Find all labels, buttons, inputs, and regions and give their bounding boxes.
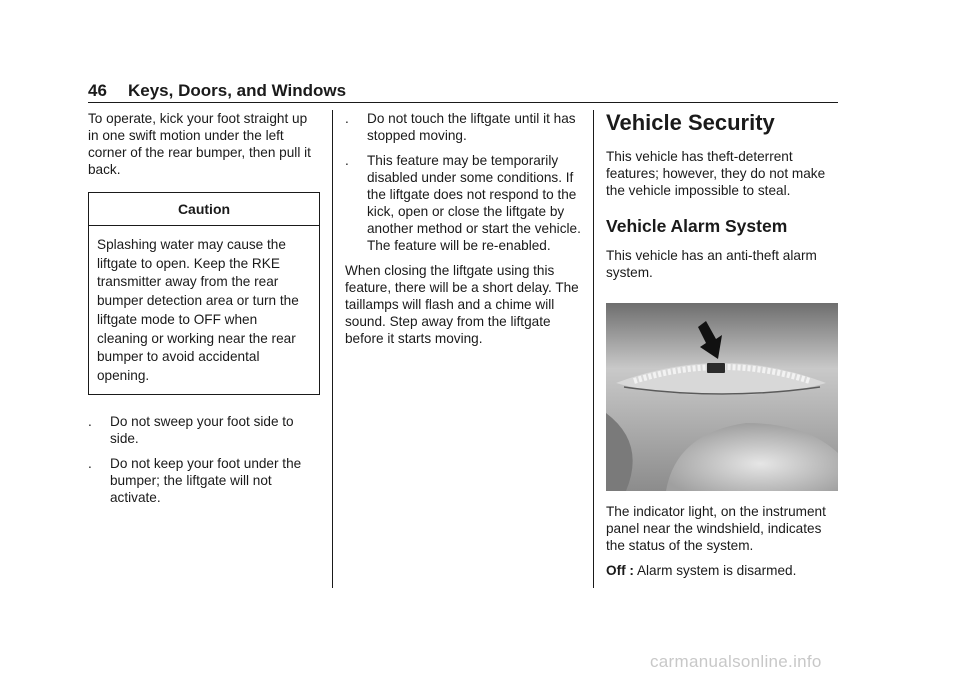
bullet-text: Do not keep your foot under the bumper; the liftgate will not activate. bbox=[110, 455, 302, 505]
page-number: 46 bbox=[88, 81, 107, 100]
bullet-marker: . bbox=[345, 111, 349, 126]
list-item bbox=[88, 455, 320, 506]
bullet-text: This feature may be temporarily disabled under some conditions. If the liftgate does not respond to the kick, open or close the liftgate by another method or start the vehicle. The feature will be re-enabled. bbox=[367, 153, 581, 253]
status-definition bbox=[606, 562, 840, 579]
dashboard-illustration bbox=[606, 303, 838, 491]
column-2 bbox=[345, 110, 581, 355]
definition-term: Off : bbox=[606, 563, 634, 578]
bullet-text: Do not sweep your foot side to side. bbox=[110, 413, 294, 446]
bullet-text: Do not touch the liftgate until it has stopped moving. bbox=[367, 111, 576, 143]
section-heading: Vehicle Security bbox=[606, 110, 775, 135]
caution-box bbox=[88, 192, 320, 395]
list-item bbox=[88, 413, 320, 447]
indicator-light-photo bbox=[606, 303, 838, 491]
bullet-marker: . bbox=[88, 413, 92, 429]
caution-body: Splashing water may cause the liftgate to open. Keep the RKE transmitter away from the rear bumper detection area or turn the liftgate mode to OFF when cleaning or working near the rear bumper to avoid accidental opening. bbox=[97, 237, 299, 383]
definition-text: Alarm system is disarmed. bbox=[636, 563, 797, 578]
section-title: Keys, Doors, and Windows bbox=[128, 81, 347, 100]
watermark: carmanualsonline.info bbox=[650, 652, 822, 671]
closing-note: When closing the liftgate using this feature, there will be a short delay. The taillamps will flash and a chime will sound. Step away from the liftgate before it starts moving. bbox=[345, 263, 579, 346]
page-header bbox=[88, 80, 838, 102]
column-3 bbox=[606, 110, 840, 587]
bullet-marker: . bbox=[88, 455, 92, 471]
caution-title: Caution bbox=[89, 193, 319, 226]
photo-caption: The indicator light, on the instrument panel near the windshield, indicates the status of the system. bbox=[606, 504, 826, 553]
operate-instructions: To operate, kick your foot straight up in one swift motion under the left corner of the rear bumper, then pull it back. bbox=[88, 111, 311, 177]
column-1 bbox=[88, 110, 320, 514]
column-divider-2 bbox=[593, 110, 594, 588]
list-item bbox=[345, 110, 581, 144]
security-paragraph: This vehicle has theft-deterrent features; however, they do not make the vehicle impossible to steal. bbox=[606, 149, 826, 198]
header-rule bbox=[88, 102, 838, 103]
bullet-marker: . bbox=[345, 153, 349, 168]
subsection-heading: Vehicle Alarm System bbox=[606, 216, 788, 236]
column-divider-1 bbox=[332, 110, 333, 588]
list-item bbox=[345, 152, 581, 254]
alarm-paragraph: This vehicle has an anti-theft alarm system. bbox=[606, 248, 817, 280]
